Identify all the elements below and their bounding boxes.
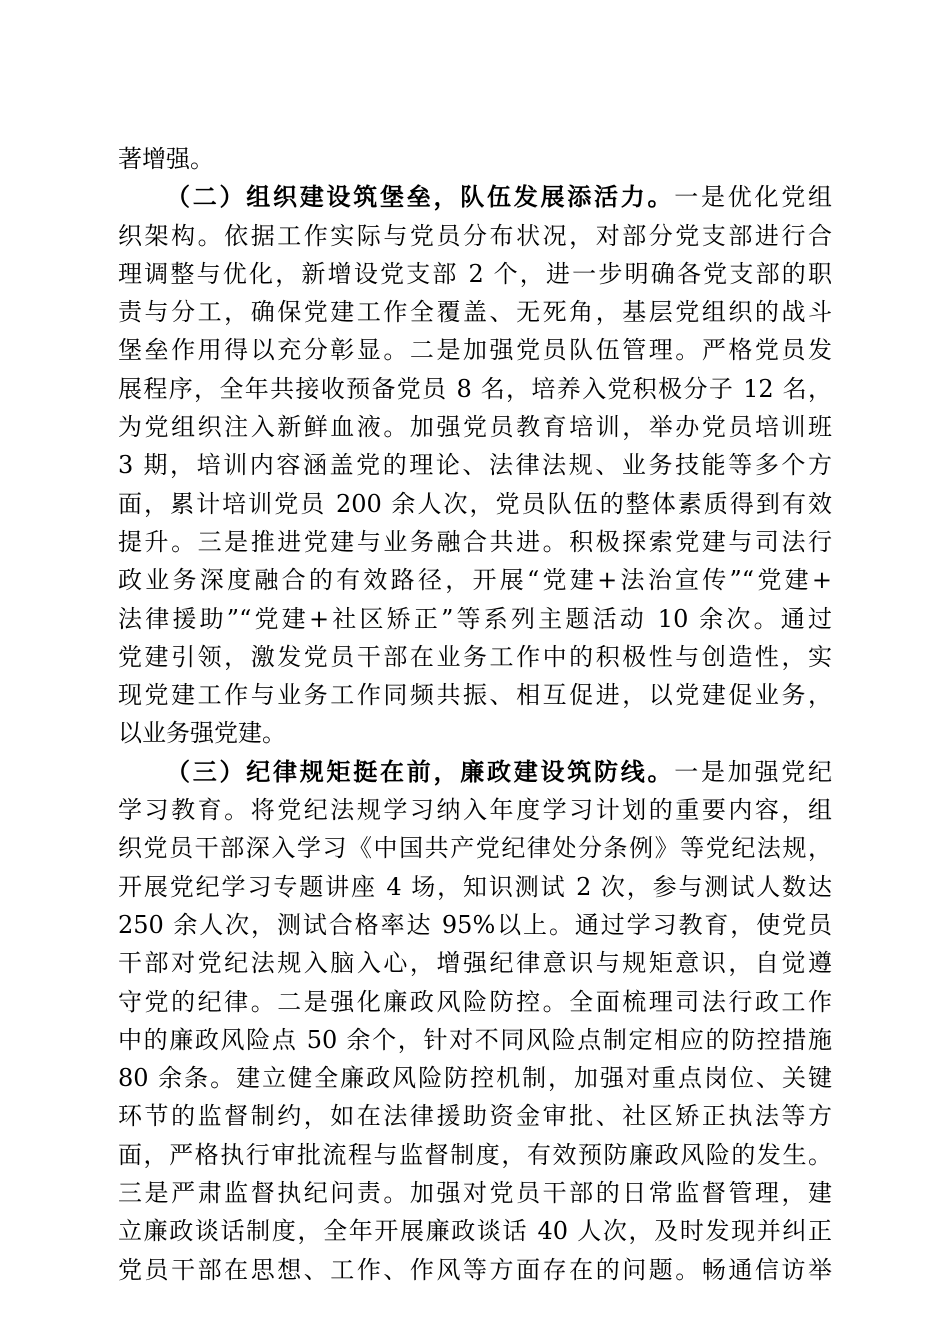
text-line: 展程序，全年共接收预备党员 8 名，培养入党积极分子 12 名， — [118, 374, 832, 403]
text-line: 环节的监督制约，如在法律援助资金审批、社区矫正执法等方 — [118, 1102, 832, 1131]
text-line: 立廉政谈话制度，全年开展廉政谈话 40 人次，及时发现并纠正 — [118, 1217, 832, 1246]
text-line: 3 期，培训内容涵盖党的理论、法律法规、业务技能等多个方 — [118, 451, 832, 480]
text-line: 守党的纪律。二是强化廉政风险防控。全面梳理司法行政工作 — [118, 987, 832, 1016]
document-body — [118, 140, 832, 1289]
section-three-first-line — [118, 753, 832, 791]
text-line: 面，严格执行审批流程与监督制度，有效预防廉政风险的发生。 — [118, 1140, 832, 1169]
text-line: 理调整与优化，新增设党支部 2 个，进一步明确各党支部的职 — [118, 259, 832, 288]
text-line: 堡垒作用得以充分彰显。二是加强党员队伍管理。严格党员发 — [118, 336, 832, 365]
text-line: 政业务深度融合的有效路径，开展“党建+法治宣传”“党建+ — [118, 566, 832, 595]
text-line: 面，累计培训党员 200 余人次，党员队伍的整体素质得到有效 — [118, 489, 832, 518]
text-line: 织架构。依据工作实际与党员分布状况，对部分党支部进行合 — [118, 221, 832, 250]
text-line: 开展党纪学习专题讲座 4 场，知识测试 2 次，参与测试人数达 — [118, 872, 832, 901]
text-line: 三是严肃监督执纪问责。加强对党员干部的日常监督管理，建 — [118, 1179, 832, 1208]
text-line: 干部对党纪法规入脑入心，增强纪律意识与规矩意识，自觉遵 — [118, 949, 832, 978]
text-line: 学习教育。将党纪法规学习纳入年度学习计划的重要内容，组 — [118, 796, 832, 825]
text-line: 提升。三是推进党建与业务融合共进。积极探索党建与司法行 — [118, 527, 832, 556]
text-line: 以业务强党建。 — [118, 719, 286, 748]
text-line: 80 余条。建立健全廉政风险防控机制，加强对重点岗位、关键 — [118, 1064, 832, 1093]
text-line: 党建引领，激发党员干部在业务工作中的积极性与创造性，实 — [118, 642, 832, 671]
text-line: 党员干部在思想、工作、作风等方面存在的问题。畅通信访举 — [118, 1255, 832, 1284]
text-segment: 一是优化党组 — [674, 183, 832, 212]
text-line: 250 余人次，测试合格率达 95%以上。通过学习教育，使党员 — [118, 910, 832, 939]
text-segment: 一是加强党纪 — [674, 757, 832, 786]
section-three-heading: （三）纪律规矩挺在前，廉政建设筑防线。 — [166, 756, 675, 786]
text-line: 现党建工作与业务工作同频共振、相互促进，以党建促业务， — [118, 681, 832, 710]
text-line: 为党组织注入新鲜血液。加强党员教育培训，举办党员培训班 — [118, 413, 832, 442]
section-two-first-line — [118, 178, 832, 216]
text-line: 著增强。 — [118, 145, 214, 173]
text-line: 责与分工，确保党建工作全覆盖、无死角，基层党组织的战斗 — [118, 298, 832, 327]
text-line: 织党员干部深入学习《中国共产党纪律处分条例》等党纪法规， — [118, 834, 832, 863]
section-two-heading: （二）组织建设筑堡垒，队伍发展添活力。 — [166, 182, 675, 212]
text-line: 法律援助”“党建+社区矫正”等系列主题活动 10 余次。通过 — [118, 604, 832, 633]
text-line: 中的廉政风险点 50 余个，针对不同风险点制定相应的防控措施 — [118, 1025, 832, 1054]
